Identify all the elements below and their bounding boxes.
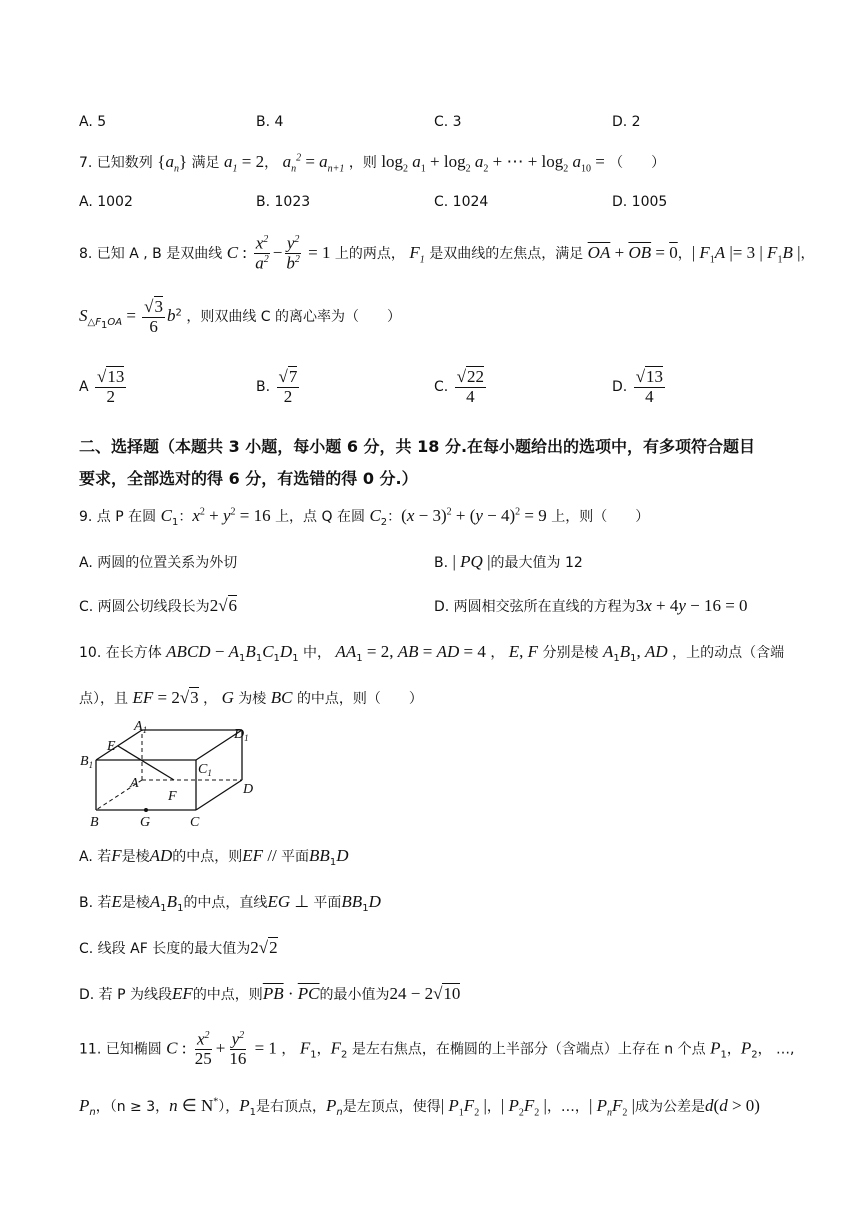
q7-option-b: B. 1023 xyxy=(256,194,311,210)
q7-option-a: A. 1002 xyxy=(79,194,133,210)
edge-b1-a1 xyxy=(96,730,142,760)
q10-option-b: B. 若E是棱$A_1B_1$的中点，直线EG ⊥ 平面$BB_1D$ xyxy=(79,892,381,914)
q9-option-d: D. 两圆相交弦所在直线的方程为3x + 4y − 16 = 0 xyxy=(434,596,748,615)
section-2-heading-line1: 二、选择题（本题共 3 小题，每小题 6 分，共 18 分.在每小题给出的选项中，有多项符合题目 xyxy=(79,437,756,456)
q9-tail: 上，则（ ） xyxy=(551,509,650,525)
question-10-line1: 10. 在长方体 ABCD − $A_1B_1C_1D_1$ 中， $AA_1 = 2$, AB = AD = 4 ， E, F 分别是棱 $A_1B_1$, AD ，上的动点（含端 xyxy=(79,642,785,664)
label-c: C xyxy=(190,815,200,830)
q9-option-a: A. 两圆的位置关系为外切 xyxy=(79,555,238,571)
q7-mid2: ，则 xyxy=(348,155,377,171)
label-d: D xyxy=(243,782,254,797)
q8-option-c: C. $\frac{√22}{4}$ xyxy=(434,367,485,406)
q8-option-a: A $\frac{√13}{2}$ xyxy=(79,367,125,406)
q9-prefix: 9. 点 P 在圆 xyxy=(79,509,157,525)
q6-option-b: B. 4 xyxy=(256,114,284,130)
point-g xyxy=(144,808,148,812)
question-9: 9. 点 P 在圆 $C_1$：$x^2 + y^2 = 16$ 上，点 Q 在圆 $C_2$：$(x - 3)^2 + (y - 4)^2 = 9$ 上，则（ ） xyxy=(79,506,650,528)
q8-option-d: D. $\frac{√13}{4}$ xyxy=(612,367,664,406)
label-a1: $A_1$ xyxy=(134,719,148,735)
q10-prefix: 10. 在长方体 xyxy=(79,645,162,661)
q9-option-c: C. 两圆公切线段长为2√6 xyxy=(79,596,238,615)
q8-prefix: 8. 已知 A , B 是双曲线 xyxy=(79,245,223,262)
q9-mid1: 上，点 Q 在圆 xyxy=(275,509,365,525)
q9-option-b: B. | PQ |的最大值为 12 xyxy=(434,552,583,571)
label-a: A xyxy=(130,776,139,791)
label-b: B xyxy=(90,815,99,830)
section-2-heading-line2: 要求，全部选对的得 6 分，有选错的得 0 分.） xyxy=(79,469,418,488)
q6-option-c: C. 3 xyxy=(434,114,462,130)
q8-line2-tail: ，则双曲线 C 的离心率为（ ） xyxy=(186,309,402,326)
q10-option-d: D. 若 P 为线段EF的中点，则$\overline{PB} \cdot \overline{PC}$的最小值为24 − 2√10 xyxy=(79,984,461,1003)
label-g: G xyxy=(140,815,151,830)
q10-option-c: C. 线段 AF 长度的最大值为2√2 xyxy=(79,938,278,957)
q7-option-d: D. 1005 xyxy=(612,194,668,210)
label-b1: $B_1$ xyxy=(80,754,94,770)
q8-option-b: B. $\frac{√7}{2}$ xyxy=(256,367,298,406)
q8-mid2: 是双曲线的左焦点，满足 xyxy=(429,245,584,262)
question-11-line1: 11. 已知椭圆 C : $\frac{x^2}{25}$ + $\frac{y^2}{16}$ = 1 ， $F_1$，$F_2$ 是左右焦点，在椭圆的上半部分（含端点）上存在 n 个点 $P_1$，$P_2$， …, xyxy=(79,1029,795,1069)
q8-mid1: 上的两点， xyxy=(334,245,405,262)
question-7: 7. 已知数列 $\{a_n\}$ 满足 $a_1 = 2$， $a_n^2 = a_{n+1}$ ，则 $\log_2 a_1 + \log_2 a_2$ + ⋯ + $\log_2 a_{10}$ = （ ） xyxy=(79,152,666,175)
question-8-line2: $S_{\triangle F_1OA}$ = $\frac{√3}{6}$ $b^2$ ，则双曲线 C 的离心率为（ ） xyxy=(79,297,402,336)
q7-tail: （ ） xyxy=(609,155,666,171)
q6-option-d: D. 2 xyxy=(612,114,641,130)
question-10-line2: 点），且 EF = 2√3 ， G 为棱 BC 的中点，则（ ） xyxy=(79,688,423,707)
question-11-line2: $P_n$，（n ≥ 3，n ∈ N*），$P_1$是右顶点，$P_n$是左顶点，使得| $P_1F_2$ |，| $P_2F_2$ |，…，| $P_nF_2$ |成为公差是d(d > 0) xyxy=(79,1096,760,1119)
segment-e-f xyxy=(118,746,174,780)
q7-option-c: C. 1024 xyxy=(434,194,489,210)
q7-prefix: 7. 已知数列 xyxy=(79,155,153,171)
label-c1: $C_1$ xyxy=(198,762,212,778)
q10-option-a: A. 若F是棱AD的中点，则EF // 平面$BB_1D$ xyxy=(79,846,349,868)
q7-mid1: 满足 xyxy=(191,155,220,171)
q6-option-a: A. 5 xyxy=(79,114,107,130)
cuboid-figure xyxy=(76,718,276,833)
question-8-line1: 8. 已知 A , B 是双曲线 C : $\frac{x^2}{a^2}$ − $\frac{y^2}{b^2}$ = 1 上的两点， $F_1$ 是双曲线的左焦点，满足 $\overline{OA} + \overline{OB} = 0$，| $F_1A$ |= 3 | $F_1B$ |， xyxy=(79,233,815,273)
label-f: F xyxy=(168,789,177,804)
label-e: E xyxy=(107,739,116,754)
label-d1: $D_1$ xyxy=(234,727,249,743)
edge-c-d xyxy=(196,780,242,810)
